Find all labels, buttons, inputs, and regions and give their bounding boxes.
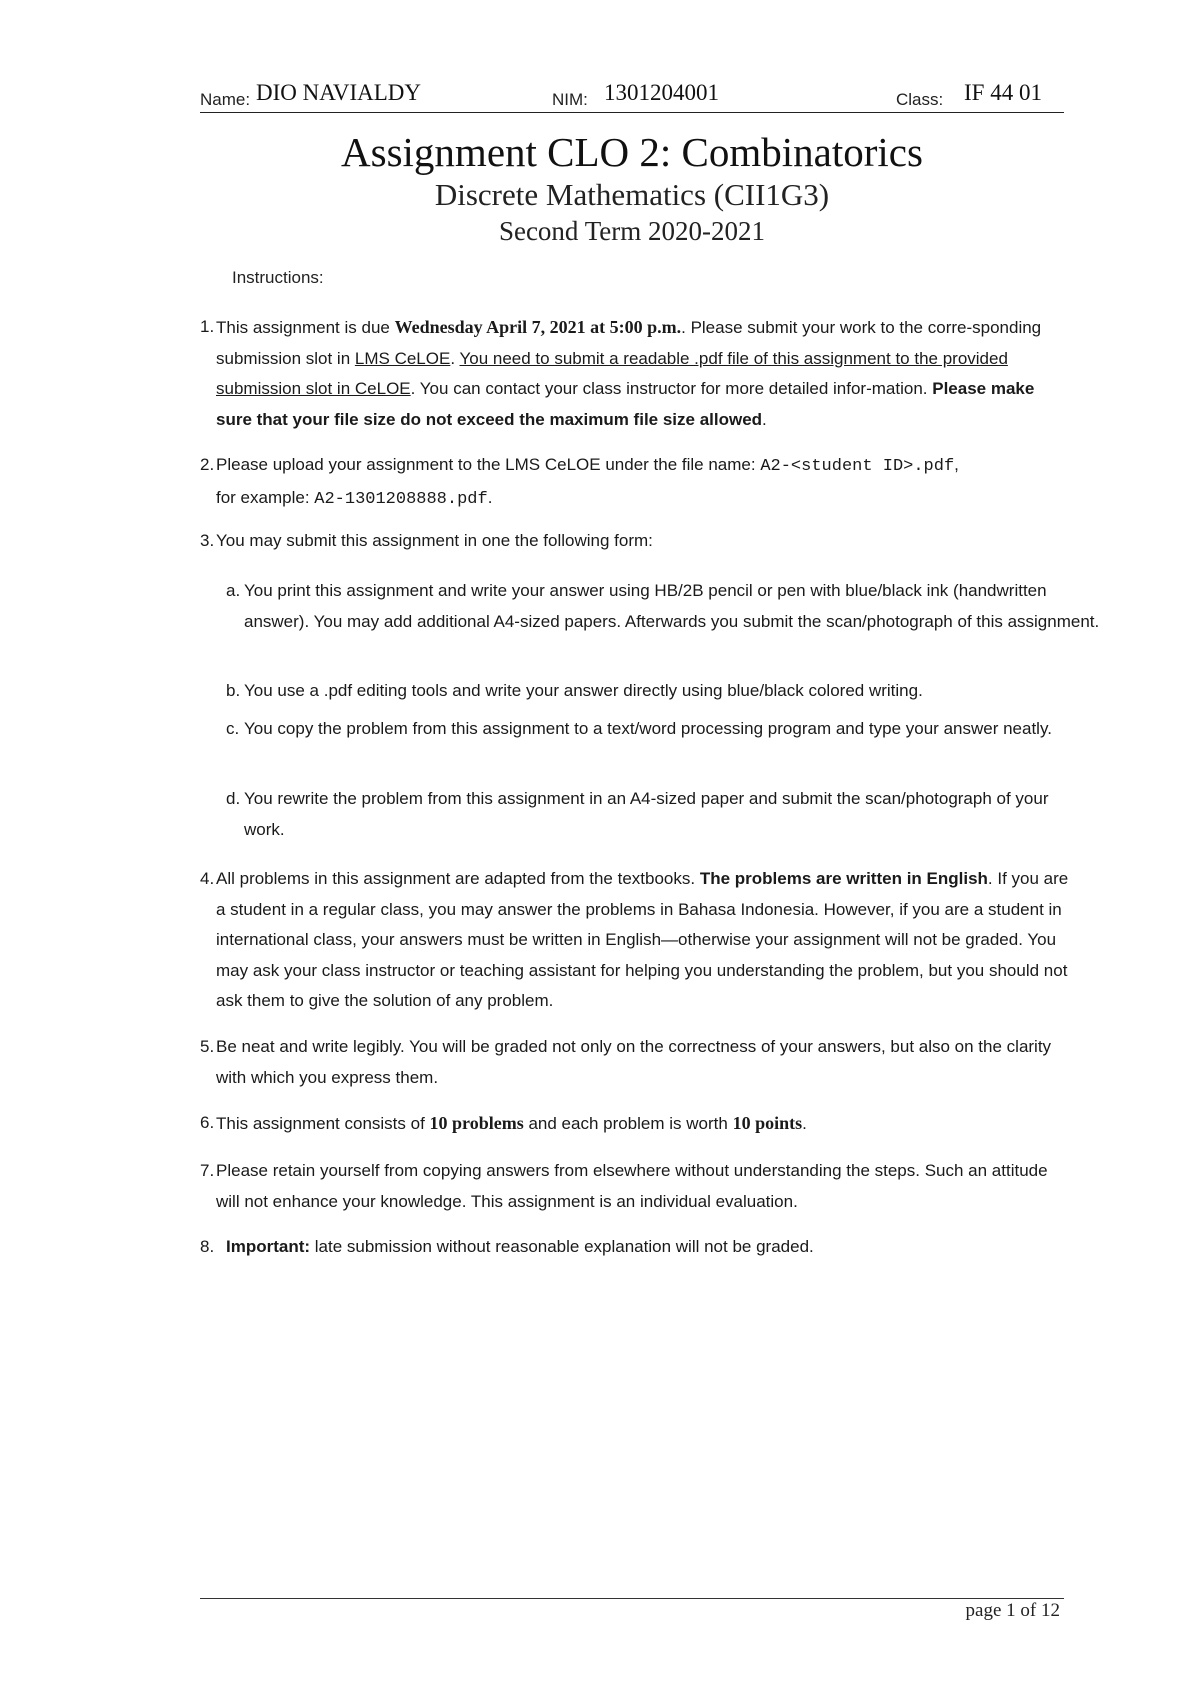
footer-divider xyxy=(200,1598,1064,1599)
option-letter: b. xyxy=(226,681,241,700)
item-text: All problems in this assignment are adapted from the textbooks. xyxy=(216,869,700,888)
instruction-item xyxy=(200,312,1070,435)
instructions-label: Instructions: xyxy=(232,268,324,287)
document-title: Assignment CLO 2: Combinatorics xyxy=(341,129,923,175)
option-text: You print this assignment and write your answer using HB/2B pencil or pen with blue/black ink (handwritten answer). You may add additional A4-sized papers. Afterwards you submit the scan/photograph of this assignment. xyxy=(244,581,1100,631)
item-number: 2. xyxy=(200,455,215,474)
item-text: . xyxy=(450,348,460,368)
item-text: , xyxy=(954,455,959,474)
item-text: . xyxy=(802,1114,807,1133)
item-number: 7. xyxy=(200,1161,215,1180)
nim-label: NIM: xyxy=(552,90,588,109)
item-number: 5. xyxy=(200,1037,215,1056)
language-notice: The problems are written in English xyxy=(699,869,988,888)
course-subtitle: Discrete Mathematics (CII1G3) xyxy=(434,177,830,212)
submission-requirement: You need to submit a readable .pdf file of this assignment to the provided submission slot in CeLOE xyxy=(216,348,1008,398)
item-text: and each problem is worth xyxy=(523,1114,733,1133)
nim-value: 1301204001 xyxy=(604,80,719,105)
item-number: 6. xyxy=(200,1113,215,1132)
file-name-example: A2-1301208888.pdf xyxy=(314,489,488,509)
item-text: You may submit this assignment in one the following form: xyxy=(216,531,653,550)
points-per-problem: 10 points xyxy=(732,1113,803,1133)
submission-option xyxy=(226,676,1106,707)
submission-option xyxy=(226,714,1071,745)
instruction-item xyxy=(200,450,1070,515)
class-value: IF 44 01 xyxy=(964,80,1042,105)
instruction-item xyxy=(200,1032,1070,1093)
class-label: Class: xyxy=(896,90,944,109)
option-letter: c. xyxy=(226,719,240,738)
student-info-header xyxy=(200,76,1064,112)
item-number: 4. xyxy=(200,869,215,888)
submission-option xyxy=(226,576,1106,637)
option-text: You copy the problem from this assignment to a text/word processing program and type your answer neatly. xyxy=(244,719,1052,738)
name-label: Name: xyxy=(200,90,251,109)
item-text: Please upload your assignment to the LMS CeLOE under the file name: xyxy=(216,455,761,474)
file-name-pattern: A2-<student ID>.pdf xyxy=(760,457,955,476)
item-number: 8. xyxy=(200,1237,215,1256)
item-number: 1. xyxy=(200,317,215,336)
item-text: . xyxy=(762,409,767,429)
title-block xyxy=(200,128,1064,248)
item-text: Please retain yourself from copying answers from elsewhere without understanding the steps. Such an attitude will not enhance your knowledge. This assignment is an individual evaluation. xyxy=(216,1161,1048,1211)
lms-link[interactable]: LMS CeLOE xyxy=(354,348,451,368)
item-number: 3. xyxy=(200,531,215,550)
item-text: . You can contact your class instructor for more detailed infor-mation. xyxy=(410,379,933,398)
instruction-item xyxy=(200,526,1070,557)
option-text: You rewrite the problem from this assignment in an A4-sized paper and submit the scan/photograph of your work. xyxy=(244,789,1049,839)
item-text: late submission without reasonable explanation will not be graded. xyxy=(310,1237,814,1256)
problem-count: 10 problems xyxy=(429,1113,524,1133)
header-divider xyxy=(200,112,1064,113)
submission-option xyxy=(226,784,1071,845)
option-letter: a. xyxy=(226,581,241,600)
important-label: Important: xyxy=(226,1237,311,1256)
instruction-item xyxy=(200,1108,1070,1140)
item-text: Be neat and write legibly. You will be graded not only on the correctness of your answers, but also on the clarity with which you express them. xyxy=(216,1037,1052,1087)
option-letter: d. xyxy=(226,789,241,808)
instruction-item xyxy=(200,1232,1070,1263)
item-text: This assignment is due xyxy=(216,318,395,337)
item-text: for example: xyxy=(216,487,315,507)
item-text: . xyxy=(487,487,493,507)
term-line: Second Term 2020-2021 xyxy=(498,216,766,246)
instruction-item xyxy=(200,864,1070,1017)
page-number: page 1 of 12 xyxy=(965,1600,1060,1621)
name-value: DIO NAVIALDY xyxy=(256,80,422,105)
option-text: You use a .pdf editing tools and write your answer directly using blue/black colored writing. xyxy=(244,681,923,700)
item-text: This assignment consists of xyxy=(216,1114,430,1133)
item-text: . If you are a student in a regular class, you may answer the problems in Bahasa Indonesia. However, if you are a student in international class, your answers must be written in English—otherwise your assignment will not be graded. You may ask your class instructor or teaching assistant for helping you understanding the problem, but you should not ask them to give the solution of any problem. xyxy=(216,869,1069,1010)
file-size-warning: Please make sure that your file size do not exceed the maximum file size allowed xyxy=(216,379,1035,429)
item-text: . Please submit your work to the corre-sponding submission slot in xyxy=(216,318,1042,368)
due-date: Wednesday April 7, 2021 at 5:00 p.m. xyxy=(394,317,682,337)
instruction-item xyxy=(200,1156,1070,1217)
